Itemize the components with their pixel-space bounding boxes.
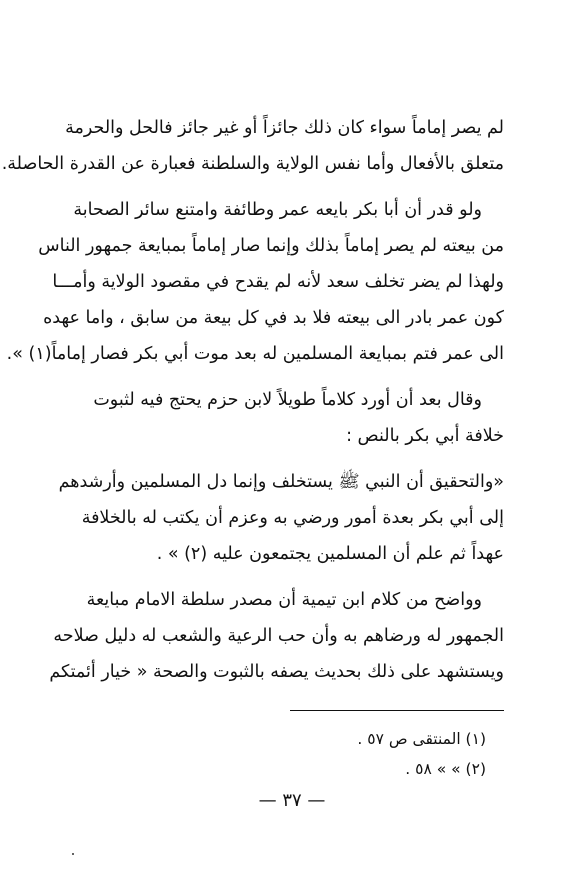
text-line: متعلق بالأفعال وأما نفس الولاية والسلطنة فعبارة عن القدرة الحاصلة.	[1, 154, 504, 174]
text-line: وقال بعد أن أورد كلاماً طويلاً لابن حزم يحتج فيه لثبوت	[93, 390, 482, 410]
text-line: الجمهور له ورضاهم به وأن حب الرعية والشعب له دليل صلاحه	[53, 626, 504, 646]
text-line: الى عمر فتم بمبايعة المسلمين له بعد موت أبي بكر فصار إماماً(١) ».	[6, 344, 504, 364]
text-line: كون عمر بادر الى بيعته فلا بد في كل بيعة من سابق ، واما عهده	[43, 308, 504, 328]
paragraph	[80, 382, 504, 454]
paragraph	[1, 110, 504, 182]
paragraph	[6, 192, 504, 372]
text-line: ولهذا لم يضر تخلف سعد لأنه لم يقدح في مقصود الولاية وأمـــا	[52, 272, 504, 292]
footnote-divider	[290, 710, 504, 711]
paragraph	[49, 582, 504, 690]
body-text	[1, 110, 504, 690]
text-line: لم يصر إماماً سواء كان ذلك جائزاً أو غير جائز فالحل والحرمة	[65, 118, 504, 138]
text-line: إلى أبي بكر بعدة أمور ورضي به وعزم أن يكتب له بالخلافة	[81, 508, 504, 528]
footnote: (١) المنتقى ص ٥٧ .	[357, 730, 486, 748]
footnote: (٢) » » ٥٨ .	[405, 760, 486, 778]
text-line: خلافة أبي بكر بالنص :	[346, 426, 504, 446]
scan-speck	[72, 853, 74, 855]
text-line: من بيعته لم يصر إماماً بذلك وإنما صار إماماً بمبايعة جمهور الناس	[38, 236, 504, 256]
text-line: وواضح من كلام ابن تيمية أن مصدر سلطة الامام مبايعة	[86, 590, 482, 610]
text-line: ويستشهد على ذلك بحديث يصفه بالثبوت والصحة « خيار أئمتكم	[49, 662, 504, 682]
page-number: — ٣٧ —	[258, 790, 326, 811]
quotation-paragraph	[58, 464, 504, 572]
text-line: ولو قدر أن أبا بكر بايعه عمر وطائفة وامتنع سائر الصحابة	[73, 200, 482, 220]
text-line: عهداً ثم علم أن المسلمين يجتمعون عليه (٢) » .	[156, 544, 504, 564]
footnotes	[280, 724, 486, 784]
text-line: «والتحقيق أن النبي ﷺ يستخلف وإنما دل المسلمين وأرشدهم	[58, 472, 504, 492]
